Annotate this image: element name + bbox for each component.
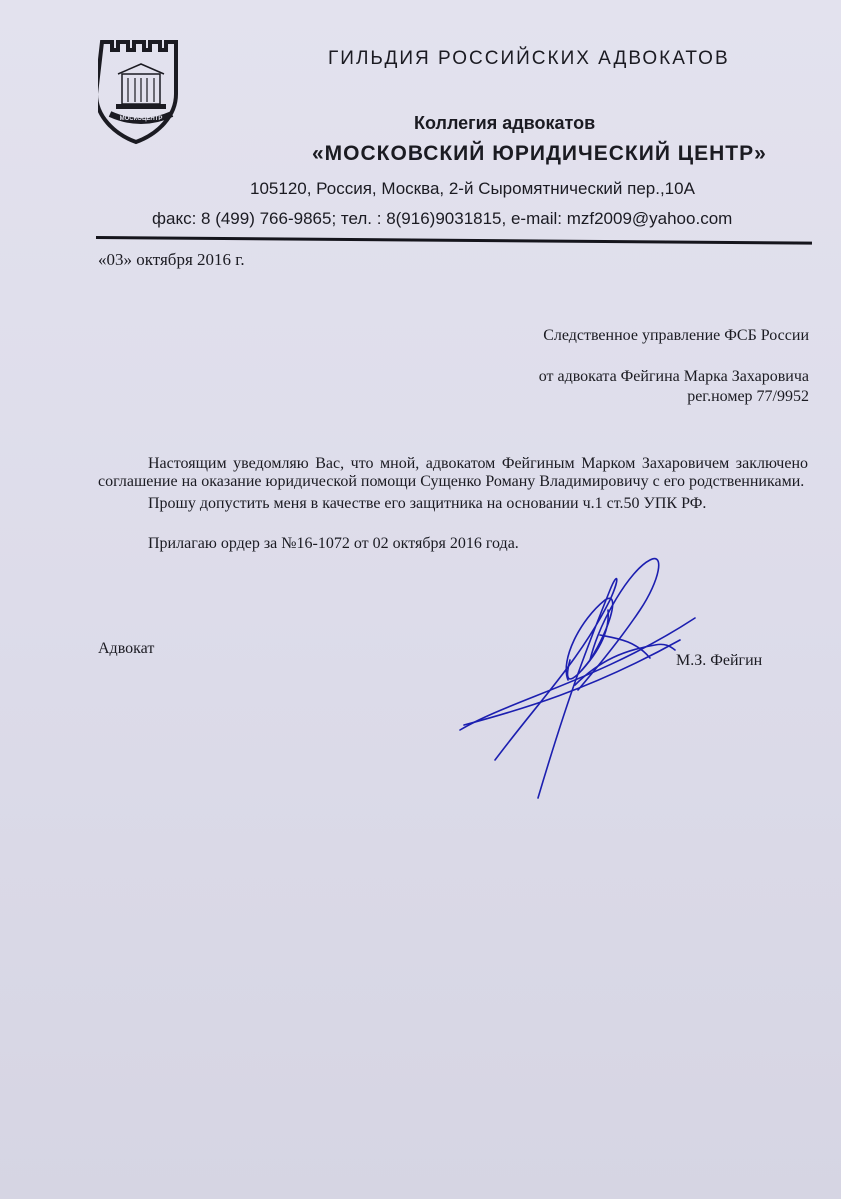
signature-name: М.З. Фейгин — [676, 652, 763, 669]
sender-block — [539, 367, 809, 407]
college-name: Коллегия адвокатов — [414, 113, 596, 133]
body-paragraph: Прошу допустить меня в качестве его защитника на основании ч.1 ст.50 УПК РФ. — [148, 495, 707, 512]
organization-contacts: факс: 8 (499) 766-9865; тел. : 8(916)9031815, e-mail: mzf2009@yahoo.com — [152, 209, 733, 228]
logo-text: МОСКОЦЕНТР — [119, 116, 163, 122]
addressee: Следственное управление ФСБ России — [543, 327, 809, 344]
organization-address: 105120, Россия, Москва, 2-й Сыромятнический пер.,10А — [250, 179, 695, 198]
body-paragraph: Настоящим уведомляю Вас, что мной, адвокатом Фейгиным Марком Захаровичем заключено соглашение на оказание юридической помощи Сущенко Роману Владимировичу с его родственниками. — [98, 455, 808, 490]
kremlin-tower-shield-logo — [98, 38, 184, 148]
signature-role: Адвокат — [98, 640, 155, 657]
letter-body — [98, 455, 808, 553]
body-paragraph: Прилагаю ордер за №16-1072 от 02 октября 2016 года. — [148, 535, 519, 552]
handwritten-signature — [450, 540, 710, 810]
header-divider — [96, 236, 812, 245]
sender-name: от адвоката Фейгина Марка Захаровича — [538, 368, 809, 385]
sender-registration: рег.номер 77/9952 — [687, 388, 809, 405]
organization-name: «МОСКОВСКИЙ ЮРИДИЧЕСКИЙ ЦЕНТР» — [312, 142, 767, 165]
letter-date: «03» октября 2016 г. — [98, 250, 245, 269]
guild-name: ГИЛЬДИЯ РОССИЙСКИХ АДВОКАТОВ — [328, 48, 730, 69]
